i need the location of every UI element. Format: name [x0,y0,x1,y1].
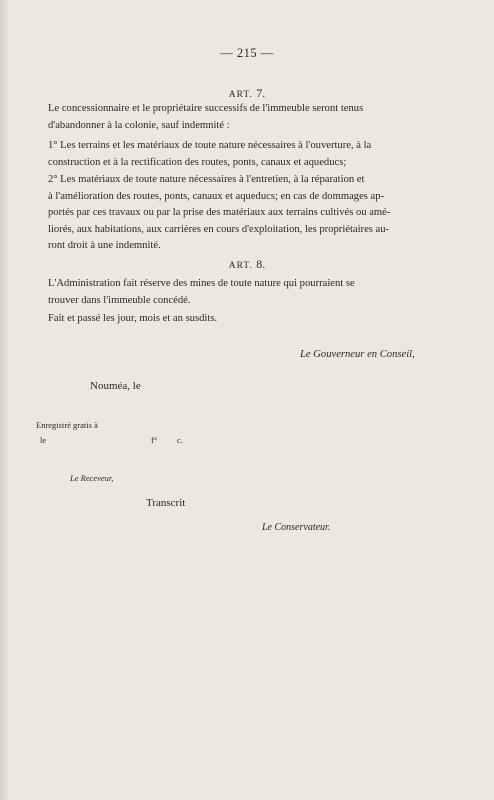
text-line: Fait et passé les jour, mois et an susdits. [48,313,218,324]
signature-conservateur: Le Conservateur. [262,522,331,533]
text-line: à l'amélioration des routes, ponts, canaux et aqueducs; en cas de dommages ap- [48,190,385,202]
article-number: 8. [256,257,266,271]
transcription-line: Transcrit [146,497,186,509]
paragraph-4 [48,276,446,309]
text-line: d'abandonner à la colonie, sauf indemnité : [48,119,230,131]
paragraph-1 [48,101,446,134]
signature-receveur: Le Receveur, [70,473,114,483]
place-date-line: Nouméa, le [90,380,141,392]
page-number: — 215 — [220,46,274,60]
text-line: liorés, aux habitations, aux carrières en cours d'exploitation, les propriétaires au- [48,223,390,235]
paragraph-5 [48,311,446,328]
registration-case: c. [177,435,183,445]
article-label: ART. [228,90,253,100]
text-line: 2° Les matériaux de toute nature nécessaires à l'entretien, à la réparation et [48,174,365,185]
registration-le: le [40,435,47,445]
article-number: 7. [256,86,266,100]
text-line: 1° Les terrains et les matériaux de toute nature nécessaires à l'ouverture, à la [48,140,372,151]
registration-folio: f° [151,435,158,445]
page-fold-shadow [0,0,10,800]
text-line: Le concessionnaire et le propriétaire successifs de l'immeuble seront tenus [48,103,364,114]
text-line: ront droit à une indemnité. [48,240,161,251]
article-label: ART. [228,261,253,271]
article-7-heading [0,86,494,101]
text-line: portés par ces travaux ou par la prise des matériaux aux terrains cultivés ou amé- [48,207,391,218]
registration-line: Enregistré gratis à [36,420,98,430]
paragraph-2 [48,138,446,171]
text-line: construction et à la rectification des routes, ponts, canaux et aqueducs; [48,156,347,168]
article-8-heading [0,257,494,272]
text-line: trouver dans l'immeuble concédé. [48,294,191,306]
paragraph-3 [48,172,446,255]
signature-gouverneur: Le Gouverneur en Conseil, [300,349,415,360]
text-line: L'Administration fait réserve des mines de toute nature qui pourraient se [48,278,355,289]
